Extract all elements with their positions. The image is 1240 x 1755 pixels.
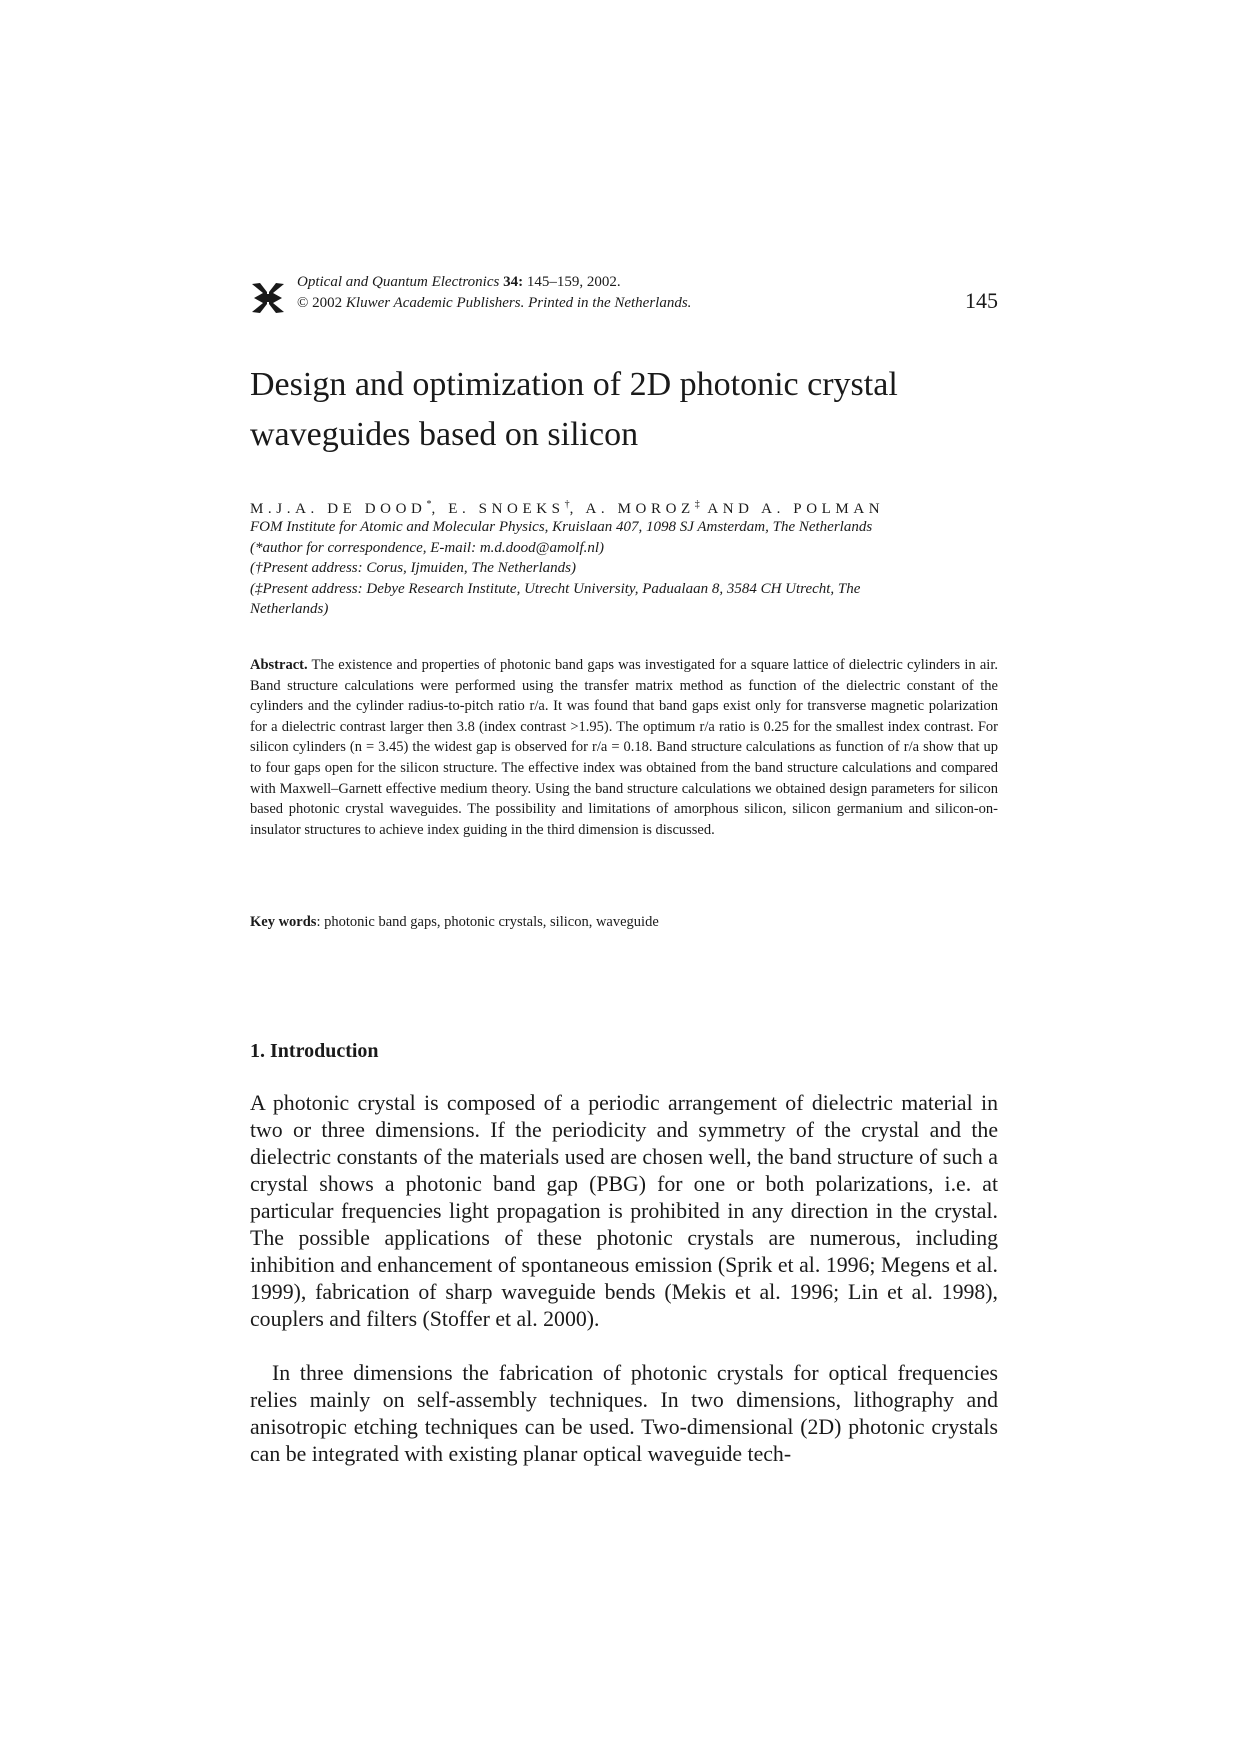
- author-name: M.J.A. DE DOOD: [250, 501, 427, 517]
- affiliation-line: FOM Institute for Atomic and Molecular Physics, Kruislaan 407, 1098 SJ Amsterdam, The Netherlands: [250, 519, 873, 535]
- journal-volume: 34:: [503, 274, 524, 290]
- publisher-note: Kluwer Academic Publishers. Printed in the Netherlands.: [345, 295, 692, 311]
- author-separator: AND: [699, 501, 762, 517]
- keywords-text: : photonic band gaps, photonic crystals, silicon, waveguide: [316, 914, 659, 930]
- abstract-label: Abstract.: [250, 657, 308, 673]
- journal-name: Optical and Quantum Electronics: [297, 274, 500, 290]
- copyright-year: 2002: [312, 295, 343, 311]
- abstract: [250, 655, 998, 840]
- page-number: 145: [965, 288, 998, 313]
- author-separator: ,: [431, 501, 449, 517]
- affiliation-line: (*author for correspondence, E-mail: m.d.dood@amolf.nl): [250, 540, 605, 556]
- affiliation-line: (‡Present address: Debye Research Institute, Utrecht University, Padualaan 8, 3584 CH Utrecht, The: [250, 581, 861, 597]
- copyright-line: [297, 295, 691, 312]
- journal-header: [250, 274, 998, 320]
- author-mark: *: [426, 499, 432, 510]
- author-name: E. SNOEKS: [448, 501, 565, 517]
- journal-citation: [297, 274, 621, 291]
- affiliation-line: (†Present address: Corus, Ijmuiden, The Netherlands): [250, 560, 576, 576]
- keywords: [250, 914, 659, 931]
- author-mark: †: [564, 499, 570, 510]
- body-paragraph: In three dimensions the fabrication of photonic crystals for optical frequencies relies mainly on self-assembly techniques. In two dimensions, lithography and anisotropic etching techniques can be used. Two-dimensional (2D) photonic crystals can be integrated with existing planar optical waveguide tech-: [250, 1361, 998, 1466]
- author-list: [250, 499, 884, 518]
- author-separator: ,: [569, 501, 586, 517]
- kluwer-logo-icon: [250, 280, 286, 316]
- journal-pages: 145–159, 2002.: [526, 274, 621, 290]
- author-name: A. MOROZ: [585, 501, 695, 517]
- author-mark: ‡: [694, 499, 700, 510]
- copyright-symbol: ©: [297, 295, 309, 311]
- abstract-text: The existence and properties of photonic band gaps was investigated for a square lattice of dielectric cylinders in air. Band structure calculations were performed using the transfer matrix method as function of the dielectric constant of the cylinders and the cylinder radius-to-pitch ratio r/a. It was found that band gaps exist only for transverse magnetic polarization for a dielectric contrast larger then 3.8 (index contrast >1.95). The optimum r/a ratio is 0.25 for the smallest index contrast. For silicon cylinders (n = 3.45) the widest gap is observed for r/a = 0.18. Band structure calculations as function of r/a show that up to four gaps open for the silicon structure. The effective index was obtained from the band structure calculations and compared with Maxwell–Garnett effective medium theory. Using the band structure calculations we obtained design parameters for silicon based photonic crystal waveguides. The possibility and limitations of amorphous silicon, silicon germanium and silicon-on-insulator structures to achieve index guiding in the third dimension is discussed.: [250, 657, 998, 838]
- author-name: A. POLMAN: [761, 501, 885, 517]
- section-heading: 1. Introduction: [250, 1040, 379, 1062]
- body-paragraph: A photonic crystal is composed of a periodic arrangement of dielectric material in two or three dimensions. If the periodicity and symmetry of the crystal and the dielectric constants of the materials used are chosen well, the band structure of such a crystal shows a photonic band gap (PBG) for one or both polarizations, i.e. at particular frequencies light propagation is prohibited in any direction in the crystal. The possible applications of these photonic crystals are numerous, including inhibition and enhancement of spontaneous emission (Sprik et al. 1996; Megens et al. 1999), fabrication of sharp waveguide bends (Mekis et al. 1996; Lin et al. 1998), couplers and filters (Stoffer et al. 2000).: [250, 1091, 998, 1331]
- paper-title: Design and optimization of 2D photonic crystal waveguides based on silicon: [250, 366, 898, 453]
- affiliation-line: Netherlands): [250, 601, 329, 617]
- keywords-label: Key words: [250, 914, 317, 930]
